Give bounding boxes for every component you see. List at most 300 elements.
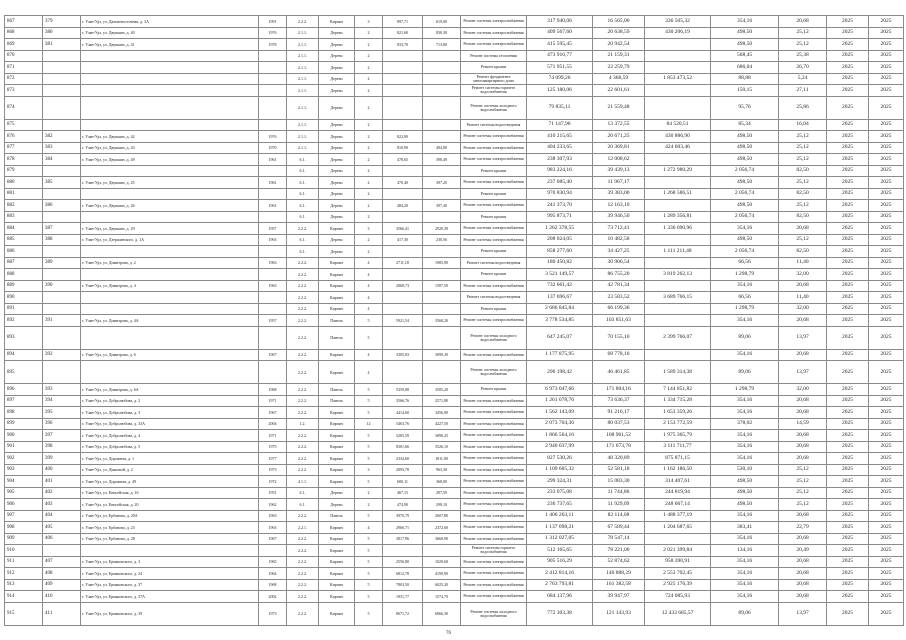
area-cell: 2068,73 (383, 280, 423, 292)
floors-cell: 5 (355, 453, 383, 465)
wall-material-cell: Кирпич (319, 269, 355, 281)
address-cell: г. Улан-Удэ, ул. Дорожная, д. 49 (81, 476, 259, 488)
table-row (5, 568, 904, 580)
year-start-cell: 2025 (827, 177, 869, 189)
address-cell: г. Улан-Удэ, ул. Енисейская, д. 16 (81, 487, 259, 499)
cost-cell: 1 109 605,32 (527, 464, 593, 476)
table-row (5, 62, 904, 74)
code-cell: 2.1.1. (287, 85, 319, 97)
house-total-cell: 314 407,61 (645, 476, 711, 488)
rate-cell: 498,50 (711, 177, 779, 189)
area-cell: 1931,77 (383, 591, 423, 603)
rate-cell: 498,50 (711, 27, 779, 39)
table-row (5, 533, 904, 545)
area-cell: 821,60 (383, 27, 423, 39)
address-cell (81, 292, 259, 304)
percent-cell: 25,12 (779, 154, 827, 166)
address-cell: г. Улан-Удэ, ул. Двушкин, д. 42 (81, 131, 259, 143)
house-id (43, 188, 81, 200)
row-number: 906 (5, 499, 43, 511)
code-cell: 6.1. (287, 499, 319, 511)
year-cell: 1957 (259, 223, 287, 235)
wall-material-cell: Дерево (319, 131, 355, 143)
rate-cell: 89,06 (711, 602, 779, 625)
work-type-cell: Ремонт системы холодного водоснабжения (461, 326, 527, 349)
year-end-cell: 2025 (869, 142, 904, 154)
row-number: 878 (5, 154, 43, 166)
house-total-cell (645, 85, 711, 97)
year-start-cell: 2025 (827, 499, 869, 511)
code-cell: 2.2.2. (287, 16, 319, 28)
living-area-cell: 298,10 (423, 499, 461, 511)
wall-material-cell: Кирпич (319, 556, 355, 568)
row-number: 912 (5, 568, 43, 580)
house-total-cell: 1 336 090,96 (645, 223, 711, 235)
year-end-cell: 2025 (869, 326, 904, 349)
floors-cell: 5 (355, 556, 383, 568)
percent-cell: 20,68 (779, 395, 827, 407)
floors-cell: 2 (355, 200, 383, 212)
control-cost-cell: 11 929,09 (593, 499, 645, 511)
wall-material-cell: Дерево (319, 165, 355, 177)
floors-cell: 5 (355, 326, 383, 349)
control-cost-cell: 10 482,58 (593, 234, 645, 246)
table-row (5, 453, 904, 465)
year-end-cell: 2025 (869, 188, 904, 200)
table-row (5, 441, 904, 453)
cost-cell: 512 165,65 (527, 545, 593, 557)
area-cell: 3566,41 (383, 223, 423, 235)
area-cell (383, 326, 423, 349)
year-cell: 1975 (259, 441, 287, 453)
cost-cell: 71 147,96 (527, 119, 593, 131)
year-cell (259, 211, 287, 223)
percent-cell: 25,12 (779, 27, 827, 39)
control-cost-cell: 171 804,16 (593, 384, 645, 396)
work-type-cell: Ремонт системы электроснабжения (461, 223, 527, 235)
rate-cell: 2 056,74 (711, 165, 779, 177)
year-end-cell: 2025 (869, 27, 904, 39)
code-cell: 4.1.1. (287, 476, 319, 488)
year-start-cell: 2025 (827, 96, 869, 119)
rate-cell: 383,41 (711, 522, 779, 534)
year-start-cell: 2025 (827, 16, 869, 28)
work-type-cell: Ремонт системы электроснабжения (461, 131, 527, 143)
living-area-cell: 963,30 (423, 464, 461, 476)
work-type-cell: Ремонт системы электроснабжения (461, 200, 527, 212)
year-end-cell: 2025 (869, 315, 904, 327)
house-total-cell (645, 303, 711, 315)
wall-material-cell: Кирпич (319, 579, 355, 591)
address-cell (81, 326, 259, 349)
percent-cell: 20,68 (779, 315, 827, 327)
living-area-cell (423, 50, 461, 62)
rate-cell: 354,16 (711, 579, 779, 591)
year-cell: 1965 (259, 556, 287, 568)
work-type-cell: Ремонт крыши (461, 165, 527, 177)
area-cell: 3305,83 (383, 349, 423, 361)
work-type-cell: Ремонт системы электроснабжения (461, 154, 527, 166)
year-cell (259, 165, 287, 177)
living-area-cell: 4227,50 (423, 418, 461, 430)
year-cell (259, 303, 287, 315)
work-type-cell: Ремонт системы горячего водоснабжения (461, 545, 527, 557)
cost-cell: 74 099,26 (527, 73, 593, 85)
work-type-cell: Ремонт системы электроснабжения (461, 27, 527, 39)
house-total-cell: 3 819 262,13 (645, 269, 711, 281)
row-number: 869 (5, 39, 43, 51)
table-row (5, 303, 904, 315)
year-start-cell: 2025 (827, 476, 869, 488)
living-area-cell (423, 303, 461, 315)
floors-cell: 5 (355, 430, 383, 442)
year-start-cell: 2025 (827, 361, 869, 384)
area-cell: 833,70 (383, 39, 423, 51)
house-total-cell (645, 234, 711, 246)
address-cell (81, 269, 259, 281)
year-end-cell: 2025 (869, 234, 904, 246)
control-cost-cell: 46 461,85 (593, 361, 645, 384)
year-end-cell: 2025 (869, 269, 904, 281)
year-cell: 1957 (259, 315, 287, 327)
area-cell: 4414,60 (383, 407, 423, 419)
area-cell (383, 269, 423, 281)
row-number: 885 (5, 234, 43, 246)
house-total-cell (645, 349, 711, 361)
wall-material-cell: Кирпич (319, 533, 355, 545)
control-cost-cell: 42 781,34 (593, 280, 645, 292)
control-cost-cell: 66 199,36 (593, 303, 645, 315)
year-cell: 1961 (259, 177, 287, 189)
house-total-cell: 424 603,46 (645, 142, 711, 154)
work-type-cell: Ремонт системы электроснабжения (461, 177, 527, 189)
work-type-cell: Ремонт системы электроснабжения (461, 533, 527, 545)
rate-cell: 354,16 (711, 441, 779, 453)
table-row (5, 602, 904, 625)
percent-cell: 82,50 (779, 211, 827, 223)
code-cell: 2.2.2. (287, 257, 319, 269)
floors-cell: 2 (355, 27, 383, 39)
table-row (5, 315, 904, 327)
year-cell: 1991 (259, 16, 287, 28)
cost-cell: 409 567,60 (527, 27, 593, 39)
cost-cell: 1 261 078,76 (527, 395, 593, 407)
address-cell: г. Улан-Удэ, ул. Добролюбова, д. 5 (81, 441, 259, 453)
year-start-cell: 2025 (827, 533, 869, 545)
cost-cell: 1 137 098,21 (527, 522, 593, 534)
row-number: 889 (5, 280, 43, 292)
table-row (5, 85, 904, 97)
year-end-cell: 2025 (869, 292, 904, 304)
code-cell: 6.1. (287, 188, 319, 200)
year-start-cell: 2025 (827, 602, 869, 625)
cost-cell: 772 303,38 (527, 602, 593, 625)
area-cell (383, 50, 423, 62)
table-row (5, 395, 904, 407)
percent-cell: 13,97 (779, 361, 827, 384)
address-cell (81, 96, 259, 119)
cost-cell: 236 737,65 (527, 499, 593, 511)
control-cost-cell: 73 712,41 (593, 223, 645, 235)
percent-cell: 25,86 (779, 96, 827, 119)
year-end-cell: 2025 (869, 303, 904, 315)
row-number: 873 (5, 85, 43, 97)
year-cell: 1971 (259, 395, 287, 407)
work-type-cell: Ремонт системы электроснабжения (461, 441, 527, 453)
address-cell: г. Улан-Удэ, ул. Дьяковой, д. 2 (81, 464, 259, 476)
percent-cell: 25,12 (779, 476, 827, 488)
address-cell: г. Улан-Удэ, ул. Двушкин, д. 25 (81, 177, 259, 189)
work-type-cell: Ремонт системы холодного водоснабжения (461, 96, 527, 119)
living-area-cell: 3890,25 (423, 430, 461, 442)
cost-cell: 241 373,70 (527, 200, 593, 212)
rate-cell: 354,16 (711, 568, 779, 580)
house-id: 390 (43, 280, 81, 292)
cost-cell: 180 450,82 (527, 257, 593, 269)
year-end-cell: 2025 (869, 165, 904, 177)
control-cost-cell: 80 037,53 (593, 418, 645, 430)
year-end-cell: 2025 (869, 418, 904, 430)
house-total-cell: 724 085,93 (645, 591, 711, 603)
control-cost-cell: 68 778,16 (593, 349, 645, 361)
house-total-cell: 1 589 314,38 (645, 361, 711, 384)
code-cell: 2.2.1. (287, 522, 319, 534)
work-type-cell: Ремонт системы электроснабжения (461, 591, 527, 603)
address-cell (81, 303, 259, 315)
rate-cell: 354,16 (711, 16, 779, 28)
area-cell (383, 165, 423, 177)
percent-cell: 20,68 (779, 407, 827, 419)
house-id: 407 (43, 556, 81, 568)
row-number: 872 (5, 73, 43, 85)
floors-cell: 4 (355, 292, 383, 304)
year-end-cell: 2025 (869, 349, 904, 361)
year-start-cell: 2025 (827, 234, 869, 246)
year-cell: 1964 (259, 568, 287, 580)
table-row (5, 96, 904, 119)
cost-cell: 732 661,42 (527, 280, 593, 292)
table-row (5, 234, 904, 246)
table-row (5, 326, 904, 349)
work-type-cell: Ремонт системы электроснабжения (461, 430, 527, 442)
address-cell: г. Улан-Удэ, ул. Дальневосточная, д. 3А (81, 16, 259, 28)
address-cell: г. Улан-Удэ, ул. Ермаковского, д. 37А (81, 591, 259, 603)
row-number: 909 (5, 533, 43, 545)
percent-cell: 32,00 (779, 384, 827, 396)
year-cell: 1951 (259, 487, 287, 499)
house-total-cell: 430 886,90 (645, 131, 711, 143)
cost-cell: 1 312 027,05 (527, 533, 593, 545)
work-type-cell: Ремонт системы электроснабжения (461, 315, 527, 327)
house-total-cell: 1 334 715,28 (645, 395, 711, 407)
house-total-cell: 875 871,15 (645, 453, 711, 465)
house-total-cell: 2 021 399,84 (645, 545, 711, 557)
floors-cell: 2 (355, 188, 383, 200)
house-id: 397 (43, 430, 81, 442)
living-area-cell: 4199,90 (423, 568, 461, 580)
living-area-cell: 2571,80 (423, 395, 461, 407)
table-row (5, 579, 904, 591)
work-type-cell: Ремонт системы электроснабжения (461, 464, 527, 476)
year-start-cell: 2025 (827, 165, 869, 177)
row-number: 915 (5, 602, 43, 625)
living-area-cell: 713,80 (423, 39, 461, 51)
cost-cell: 137 696,67 (527, 292, 593, 304)
table-row (5, 430, 904, 442)
cost-cell: 3 521 149,57 (527, 269, 593, 281)
area-cell (383, 361, 423, 384)
house-total-cell: 1 289 356,81 (645, 211, 711, 223)
control-cost-cell: 82 114,08 (593, 510, 645, 522)
table-row (5, 39, 904, 51)
area-cell: 3970,79 (383, 510, 423, 522)
year-end-cell: 2025 (869, 579, 904, 591)
rate-cell: 498,50 (711, 499, 779, 511)
living-area-cell (423, 188, 461, 200)
area-cell: 467,15 (383, 487, 423, 499)
living-area-cell: 6866,30 (423, 602, 461, 625)
control-cost-cell: 15 083,30 (593, 476, 645, 488)
percent-cell: 25,12 (779, 142, 827, 154)
wall-material-cell: Дерево (319, 39, 355, 51)
house-id: 389 (43, 257, 81, 269)
address-cell: г. Улан-Удэ, ул. Двушкин, д. 29 (81, 223, 259, 235)
control-cost-cell: 108 961,52 (593, 430, 645, 442)
rate-cell: 498,50 (711, 487, 779, 499)
year-cell: 1967 (259, 407, 287, 419)
cost-cell: 296 198,42 (527, 361, 593, 384)
year-end-cell: 2025 (869, 246, 904, 258)
house-total-cell: 3 111 711,77 (645, 441, 711, 453)
code-cell: 2.1.1. (287, 131, 319, 143)
house-total-cell: 84 520,51 (645, 119, 711, 131)
year-cell: 1968 (259, 579, 287, 591)
code-cell: 2.1.1. (287, 27, 319, 39)
percent-cell: 11,40 (779, 257, 827, 269)
house-total-cell: 2 925 176,39 (645, 579, 711, 591)
address-cell: г. Улан-Удэ, ул. Добролюбова, д. 3 (81, 407, 259, 419)
cost-cell: 79 835,11 (527, 96, 593, 119)
cost-cell: 473 916,77 (527, 50, 593, 62)
wall-material-cell: Панель (319, 395, 355, 407)
year-cell: 1976 (259, 27, 287, 39)
table-row (5, 50, 904, 62)
code-cell: 6.1. (287, 487, 319, 499)
row-number: 876 (5, 131, 43, 143)
row-number: 870 (5, 50, 43, 62)
code-cell: 2.2.2. (287, 510, 319, 522)
house-total-cell (645, 257, 711, 269)
year-end-cell: 2025 (869, 223, 904, 235)
work-type-cell: Ремонт системы электроснабжения (461, 476, 527, 488)
row-number: 896 (5, 384, 43, 396)
code-cell: 2.2.2. (287, 326, 319, 349)
living-area-cell (423, 85, 461, 97)
house-total-cell (645, 96, 711, 119)
cost-cell: 317 940,06 (527, 16, 593, 28)
house-total-cell (645, 280, 711, 292)
row-number: 895 (5, 361, 43, 384)
percent-cell: 14,59 (779, 418, 827, 430)
rate-cell: 134,16 (711, 545, 779, 557)
house-id (43, 211, 81, 223)
year-start-cell: 2025 (827, 487, 869, 499)
wall-material-cell: Дерево (319, 499, 355, 511)
house-id: 385 (43, 177, 81, 189)
table-row (5, 269, 904, 281)
floors-cell: 2 (355, 50, 383, 62)
year-start-cell: 2025 (827, 418, 869, 430)
house-id (43, 303, 81, 315)
code-cell: 2.2.2. (287, 591, 319, 603)
control-cost-cell: 16 565,06 (593, 16, 645, 28)
address-cell: г. Улан-Удэ, ул. Дорожная, д. 1 (81, 453, 259, 465)
year-start-cell: 2025 (827, 568, 869, 580)
code-cell: 6.1. (287, 211, 319, 223)
work-type-cell: Ремонт крыши (461, 188, 527, 200)
rate-cell: 354,16 (711, 453, 779, 465)
rate-cell: 498,50 (711, 200, 779, 212)
row-number: 871 (5, 62, 43, 74)
control-cost-cell: 21 159,31 (593, 50, 645, 62)
year-cell (259, 246, 287, 258)
control-cost-cell: 13 372,55 (593, 119, 645, 131)
control-cost-cell: 52 581,18 (593, 464, 645, 476)
rate-cell: 2 056,74 (711, 188, 779, 200)
wall-material-cell: Кирпич (319, 407, 355, 419)
wall-material-cell: Дерево (319, 96, 355, 119)
address-cell: г. Улан-Удэ, ул. Димитрова, д. 4 (81, 280, 259, 292)
year-start-cell: 2025 (827, 280, 869, 292)
work-type-cell: Ремонт системы электроснабжения (461, 579, 527, 591)
house-id: 400 (43, 464, 81, 476)
year-end-cell: 2025 (869, 533, 904, 545)
row-number: 874 (5, 96, 43, 119)
living-area-cell (423, 545, 461, 557)
house-id: 409 (43, 579, 81, 591)
code-cell: 6.1. (287, 234, 319, 246)
area-cell: 478,65 (383, 154, 423, 166)
year-start-cell: 2025 (827, 384, 869, 396)
wall-material-cell: Кирпич (319, 16, 355, 28)
code-cell: 6.1. (287, 246, 319, 258)
percent-cell: 82,50 (779, 246, 827, 258)
house-total-cell: 7 144 851,82 (645, 384, 711, 396)
rate-cell: 498,50 (711, 234, 779, 246)
cost-cell: 1 562 143,09 (527, 407, 593, 419)
year-start-cell: 2025 (827, 211, 869, 223)
living-area-cell: 3456,90 (423, 407, 461, 419)
percent-cell: 82,50 (779, 188, 827, 200)
rate-cell: 354,16 (711, 349, 779, 361)
wall-material-cell: Дерево (319, 73, 355, 85)
year-end-cell: 2025 (869, 154, 904, 166)
house-total-cell: 3 689 766,15 (645, 292, 711, 304)
year-start-cell: 2025 (827, 545, 869, 557)
floors-cell: 3 (355, 223, 383, 235)
house-id (43, 85, 81, 97)
area-cell: 7803,50 (383, 579, 423, 591)
row-number: 907 (5, 510, 43, 522)
control-cost-cell: 86 755,20 (593, 269, 645, 281)
floors-cell: 2 (355, 154, 383, 166)
area-cell: 822,90 (383, 131, 423, 143)
year-cell: 1963 (259, 522, 287, 534)
year-start-cell: 2025 (827, 142, 869, 154)
living-area-cell: 1020,60 (423, 556, 461, 568)
row-number: 908 (5, 522, 43, 534)
table-row (5, 349, 904, 361)
